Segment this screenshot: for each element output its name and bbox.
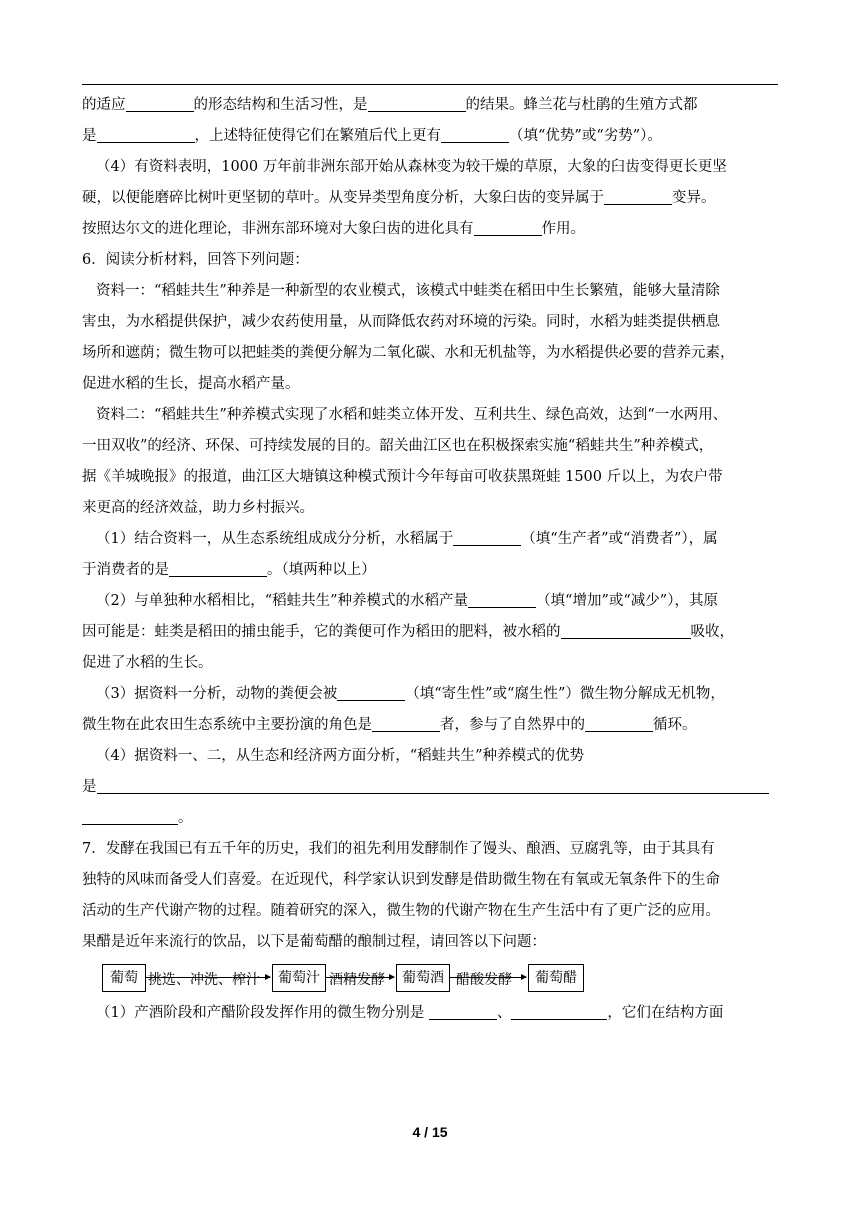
q5-sub4-line3 (82, 214, 778, 245)
text: 是 (82, 128, 97, 144)
process-flowchart (102, 960, 798, 998)
flow-box-juice: 葡萄汁 (272, 964, 326, 992)
question-7-intro (82, 834, 778, 958)
answer-blank[interactable] (97, 778, 769, 794)
q6-sub3-line2 (82, 710, 778, 741)
text: 资料二：“稻蛙共生”种养模式实现了水稻和蛙类立体开发、互利共生、绿色高效，达到“一水两用、 (96, 407, 728, 423)
material-1 (82, 276, 778, 307)
text: 、 (496, 1005, 512, 1021)
q7-sub1 (82, 998, 778, 1029)
text: 据《羊城晚报》的报道，曲江区大塘镇这种模式预计今年每亩可收获黑斑蛙 1500 斤以上，为农户带 (82, 469, 723, 485)
text: （1）结合资料一，从生态系统组成成分分析，水稻属于 (96, 531, 454, 547)
q5-continuation-line1 (82, 90, 778, 121)
text: 。 (178, 810, 193, 826)
q5-sub4-line2 (82, 183, 778, 214)
text: 于消费者的是 (82, 562, 169, 578)
q6-sub1 (82, 524, 778, 555)
material-1-cont (82, 307, 778, 400)
answer-blank[interactable] (511, 1004, 607, 1020)
text: 害虫，为水稻提供保护，减少农药使用量，从而降低农药对环境的污染。同时，水稻为蛙类提供栖息 (82, 314, 720, 330)
answer-blank[interactable] (372, 716, 440, 732)
text: 资料一：“稻蛙共生”种养是一种新型的农业模式，该模式中蛙类在稻田中生长繁殖，能够大量清除 (96, 283, 720, 299)
text: （填“寄生性”或“腐生性”）微生物分解成无机物， (405, 686, 725, 702)
q6-sub1-line2 (82, 555, 778, 586)
text: （4）有资料表明，1000 万年前非洲东部开始从森林变为较干燥的草原，大象的臼齿变得更长更坚 (96, 159, 727, 175)
answer-blank[interactable] (474, 220, 542, 236)
answer-blank[interactable] (126, 96, 194, 112)
text: 是 (82, 779, 97, 795)
flow-arrow-2 (326, 972, 394, 988)
text: 微生物在此农田生态系统中主要扮演的角色是 (82, 717, 372, 733)
flow-box-vinegar: 葡萄醋 (528, 964, 584, 992)
text: （2）与单独种水稻相比，“稻蛙共生”种养模式的水稻产量 (96, 593, 469, 609)
text: （4）据资料一、二，从生态和经济两方面分析，“稻蛙共生”种养模式的优势 (96, 748, 585, 764)
text: 果醋是近年来流行的饮品，以下是葡萄醋的酿制过程，请回答以下问题： (82, 934, 546, 950)
flow-arrow-1 (146, 972, 270, 988)
text: ，它们在结构方面 (607, 1005, 724, 1021)
page-number: 4 / 15 (412, 1124, 448, 1140)
text: 活动的生产代谢产物的过程。随着研究的深入，微生物的代谢产物在生产生活中有了更广泛的应用。 (82, 903, 720, 919)
q6-sub4-line2 (82, 772, 778, 803)
text: （3）据资料一分析，动物的粪便会被 (96, 686, 338, 702)
material-2-cont (82, 431, 778, 524)
q6-sub3 (82, 679, 778, 710)
answer-blank[interactable] (453, 530, 521, 546)
text: 的形态结构和生活习性，是 (193, 97, 368, 113)
text: 促进水稻的生长，提高水稻产量。 (82, 376, 300, 392)
q6-sub2 (82, 586, 778, 617)
text: 硬，以便能磨碎比树叶更坚韧的草叶。从变异类型角度分析，大象臼齿的变异属于 (82, 190, 604, 206)
text: （填“优势”或“劣势”）。 (509, 128, 662, 144)
q5-sub4 (82, 152, 778, 183)
text: 场所和遮荫；微生物可以把蛙类的粪便分解为二氧化碳、水和无机盐等，为水稻提供必要的营养元素， (82, 345, 735, 361)
text: 作用。 (541, 221, 585, 237)
text: 因可能是：蛙类是稻田的捕虫能手，它的粪便可作为稻田的肥料，被水稻的 (82, 624, 561, 640)
answer-blank[interactable] (604, 189, 672, 205)
flow-arrow-3 (450, 972, 526, 988)
answer-blank[interactable] (429, 1004, 497, 1020)
text: 独特的风味而备受人们喜爱。在近现代，科学家认识到发酵是借助微生物在有氧或无氧条件下的生命 (82, 872, 720, 888)
flow-arrow-label: 挑选、冲洗、榨汁 (148, 972, 260, 988)
flow-box-wine: 葡萄酒 (396, 964, 450, 992)
question-6-title: 6．阅读分析材料，回答下列问题： (82, 252, 309, 268)
q6-sub2-line3: 促进了水稻的生长。 (82, 655, 213, 671)
flow-arrow-label: 酒精发酵 (329, 972, 385, 988)
text: 变异。 (672, 190, 716, 206)
answer-blank[interactable] (561, 623, 691, 639)
text: 一田双收”的经济、环保、可持续发展的目的。韶关曲江区也在积极探索实施“稻蛙共生”种养模式， (82, 438, 714, 454)
text: （填“生产者”或“消费者”），属 (521, 531, 718, 547)
text: 者，参与了自然界中的 (440, 717, 585, 733)
answer-blank[interactable] (585, 716, 653, 732)
document-body (82, 90, 778, 1029)
text: （填“增加”或“减少”），其原 (536, 593, 718, 609)
q6-sub2-line2 (82, 617, 778, 648)
q5-continuation-line2 (82, 121, 778, 152)
answer-blank[interactable] (337, 685, 405, 701)
q6-sub4-line3 (82, 803, 778, 834)
page-top-rule (82, 84, 778, 85)
answer-blank[interactable] (97, 127, 195, 143)
answer-blank[interactable] (368, 96, 466, 112)
text: 的结果。蜂兰花与杜鹃的生殖方式都 (465, 97, 698, 113)
text: 的适应 (82, 97, 126, 113)
text: （1）产酒阶段和产醋阶段发挥作用的微生物分别是 (96, 1005, 429, 1021)
flow-box-grape: 葡萄 (102, 964, 146, 992)
answer-blank[interactable] (169, 561, 267, 577)
text: 。（填两种以上） (267, 562, 376, 578)
text: 来更高的经济效益，助力乡村振兴。 (82, 500, 314, 516)
material-2 (82, 400, 778, 431)
text: 循环。 (653, 717, 697, 733)
answer-blank[interactable] (468, 592, 536, 608)
text: 按照达尔文的进化理论，非洲东部环境对大象臼齿的进化具有 (82, 221, 474, 237)
q6-sub4 (82, 741, 778, 772)
text: ，上述特征使得它们在繁殖后代上更有 (194, 128, 441, 144)
answer-blank[interactable] (441, 127, 509, 143)
text: 吸收， (690, 624, 734, 640)
answer-blank[interactable] (82, 809, 178, 825)
flow-arrow-label: 醋酸发酵 (456, 972, 512, 988)
text: 7．发酵在我国已有五千年的历史，我们的祖先利用发酵制作了馒头、酿酒、豆腐乳等，由于其具有 (82, 841, 715, 857)
